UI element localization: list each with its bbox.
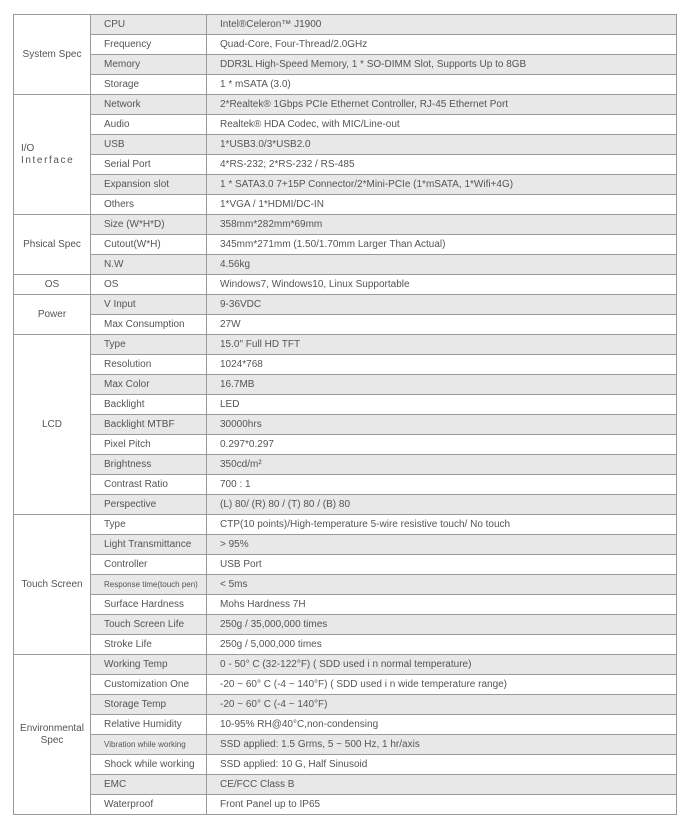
spec-row: [14, 595, 677, 615]
spec-value: 0 - 50° C (32-122°F) ( SDD used i n normal temperature): [207, 655, 677, 675]
spec-name: Customization One: [91, 675, 207, 695]
spec-row: [14, 55, 677, 75]
spec-group-title: System Spec: [22, 48, 82, 60]
spec-name: Serial Port: [91, 155, 207, 175]
spec-value: SSD applied: 1.5 Grms, 5 ~ 500 Hz, 1 hr/axis: [207, 735, 677, 755]
spec-row: [14, 495, 677, 515]
spec-name: Storage: [91, 75, 207, 95]
spec-group-title: Touch Screen: [21, 578, 83, 590]
spec-name: Storage Temp: [91, 695, 207, 715]
spec-value: 1*USB3.0/3*USB2.0: [207, 135, 677, 155]
spec-group-title: LCD: [41, 418, 62, 430]
spec-value: 350cd/m²: [207, 455, 677, 475]
spec-value: Front Panel up to IP65: [207, 795, 677, 815]
spec-row: [14, 575, 677, 595]
spec-value: 0.297*0.297: [207, 435, 677, 455]
spec-row: [14, 75, 677, 95]
spec-row: [14, 35, 677, 55]
spec-value: CE/FCC Class B: [207, 775, 677, 795]
spec-row: [14, 755, 677, 775]
spec-row: [14, 295, 677, 315]
spec-row: [14, 715, 677, 735]
spec-row: [14, 675, 677, 695]
spec-value: 1*VGA / 1*HDMI/DC-IN: [207, 195, 677, 215]
spec-name: Frequency: [91, 35, 207, 55]
spec-value: Windows7, Windows10, Linux Supportable: [207, 275, 677, 295]
spec-row: [14, 635, 677, 655]
spec-row: [14, 235, 677, 255]
spec-group-label: [14, 655, 91, 815]
spec-group-title: I/O: [21, 142, 35, 154]
spec-name: Type: [91, 335, 207, 355]
spec-value: Mohs Hardness 7H: [207, 595, 677, 615]
spec-group-label: [14, 515, 91, 655]
spec-row: [14, 455, 677, 475]
spec-group-label: [14, 295, 91, 335]
spec-name: N.W: [91, 255, 207, 275]
spec-name: Contrast Ratio: [91, 475, 207, 495]
spec-row: [14, 335, 677, 355]
spec-name: OS: [91, 275, 207, 295]
spec-row: [14, 475, 677, 495]
spec-value: -20 ~ 60° C (-4 ~ 140°F): [207, 695, 677, 715]
spec-value: USB Port: [207, 555, 677, 575]
spec-name: Touch Screen Life: [91, 615, 207, 635]
spec-group-title: Phsical Spec: [23, 238, 81, 250]
spec-value: Quad-Core, Four-Thread/2.0GHz: [207, 35, 677, 55]
spec-row: [14, 515, 677, 535]
spec-value: 9-36VDC: [207, 295, 677, 315]
spec-name: Resolution: [91, 355, 207, 375]
spec-value: 4.56kg: [207, 255, 677, 275]
spec-name: EMC: [91, 775, 207, 795]
spec-name: Max Consumption: [91, 315, 207, 335]
spec-group-title: Power: [37, 308, 67, 320]
spec-row: [14, 775, 677, 795]
spec-name: Backlight MTBF: [91, 415, 207, 435]
spec-name: Vibration while working: [91, 735, 207, 755]
spec-row: [14, 415, 677, 435]
spec-group-title-line2: Spec: [40, 734, 64, 746]
spec-value: LED: [207, 395, 677, 415]
spec-value: DDR3L High-Speed Memory, 1 * SO-DIMM Slot, Supports Up to 8GB: [207, 55, 677, 75]
spec-name: Stroke Life: [91, 635, 207, 655]
spec-name: Memory: [91, 55, 207, 75]
spec-table: [13, 14, 677, 815]
spec-group-label: [14, 275, 91, 295]
spec-value: 1 * mSATA (3.0): [207, 75, 677, 95]
spec-row: [14, 255, 677, 275]
spec-name: Perspective: [91, 495, 207, 515]
spec-value: 4*RS-232; 2*RS-232 / RS-485: [207, 155, 677, 175]
spec-row: [14, 615, 677, 635]
spec-value: CTP(10 points)/High-temperature 5-wire resistive touch/ No touch: [207, 515, 677, 535]
spec-name: Type: [91, 515, 207, 535]
spec-name: Pixel Pitch: [91, 435, 207, 455]
spec-value: 16.7MB: [207, 375, 677, 395]
spec-value: < 5ms: [207, 575, 677, 595]
spec-name: Response time(touch pen): [91, 575, 207, 595]
spec-row: [14, 435, 677, 455]
spec-value: 700 : 1: [207, 475, 677, 495]
spec-name: Working Temp: [91, 655, 207, 675]
spec-group-label: [14, 15, 91, 95]
spec-value: 10-95% RH@40°C,non-condensing: [207, 715, 677, 735]
spec-row: [14, 795, 677, 815]
spec-row: [14, 355, 677, 375]
spec-value: Realtek® HDA Codec, with MIC/Line-out: [207, 115, 677, 135]
spec-group-label: [14, 95, 91, 215]
spec-row: [14, 115, 677, 135]
spec-value: 250g / 5,000,000 times: [207, 635, 677, 655]
spec-name: Audio: [91, 115, 207, 135]
spec-name: Surface Hardness: [91, 595, 207, 615]
spec-name: Brightness: [91, 455, 207, 475]
spec-value: 30000hrs: [207, 415, 677, 435]
spec-group-label: [14, 335, 91, 515]
spec-name: Shock while working: [91, 755, 207, 775]
spec-value: 250g / 35,000,000 times: [207, 615, 677, 635]
spec-value: 27W: [207, 315, 677, 335]
spec-value: 1024*768: [207, 355, 677, 375]
spec-row: [14, 375, 677, 395]
spec-value: -20 ~ 60° C (-4 ~ 140°F) ( SDD used i n wide temperature range): [207, 675, 677, 695]
spec-value: 2*Realtek® 1Gbps PCIe Ethernet Controller, RJ-45 Ethernet Port: [207, 95, 677, 115]
spec-row: [14, 155, 677, 175]
spec-row: [14, 555, 677, 575]
spec-value: 1 * SATA3.0 7+15P Connector/2*Mini-PCIe (1*mSATA, 1*Wifi+4G): [207, 175, 677, 195]
spec-row: [14, 535, 677, 555]
spec-name: Max Color: [91, 375, 207, 395]
spec-group-title: OS: [44, 278, 60, 290]
spec-value: > 95%: [207, 535, 677, 555]
spec-row: [14, 275, 677, 295]
spec-name: Cutout(W*H): [91, 235, 207, 255]
spec-value: 345mm*271mm (1.50/1.70mm Larger Than Actual): [207, 235, 677, 255]
spec-value: 358mm*282mm*69mm: [207, 215, 677, 235]
spec-name: USB: [91, 135, 207, 155]
spec-row: [14, 395, 677, 415]
spec-name: Light Transmittance: [91, 535, 207, 555]
spec-name: V Input: [91, 295, 207, 315]
spec-group-title-line2: Interface: [21, 154, 75, 166]
spec-row: [14, 735, 677, 755]
spec-row: [14, 95, 677, 115]
spec-name: Backlight: [91, 395, 207, 415]
spec-value: Intel®Celeron™ J1900: [207, 15, 677, 35]
spec-row: [14, 175, 677, 195]
spec-value: SSD applied: 10 G, Half Sinusoid: [207, 755, 677, 775]
spec-row: [14, 135, 677, 155]
spec-group-title: Environmental: [20, 722, 84, 734]
spec-row: [14, 215, 677, 235]
spec-row: [14, 15, 677, 35]
spec-table-body: [14, 15, 677, 815]
spec-name: Waterproof: [91, 795, 207, 815]
spec-value: (L) 80/ (R) 80 / (T) 80 / (B) 80: [207, 495, 677, 515]
spec-name: Network: [91, 95, 207, 115]
spec-name: Relative Humidity: [91, 715, 207, 735]
spec-row: [14, 695, 677, 715]
spec-name: Expansion slot: [91, 175, 207, 195]
spec-row: [14, 315, 677, 335]
spec-name: CPU: [91, 15, 207, 35]
spec-name: Size (W*H*D): [91, 215, 207, 235]
spec-name: Others: [91, 195, 207, 215]
spec-group-label: [14, 215, 91, 275]
spec-row: [14, 195, 677, 215]
spec-value: 15.0" Full HD TFT: [207, 335, 677, 355]
spec-name: Controller: [91, 555, 207, 575]
spec-row: [14, 655, 677, 675]
